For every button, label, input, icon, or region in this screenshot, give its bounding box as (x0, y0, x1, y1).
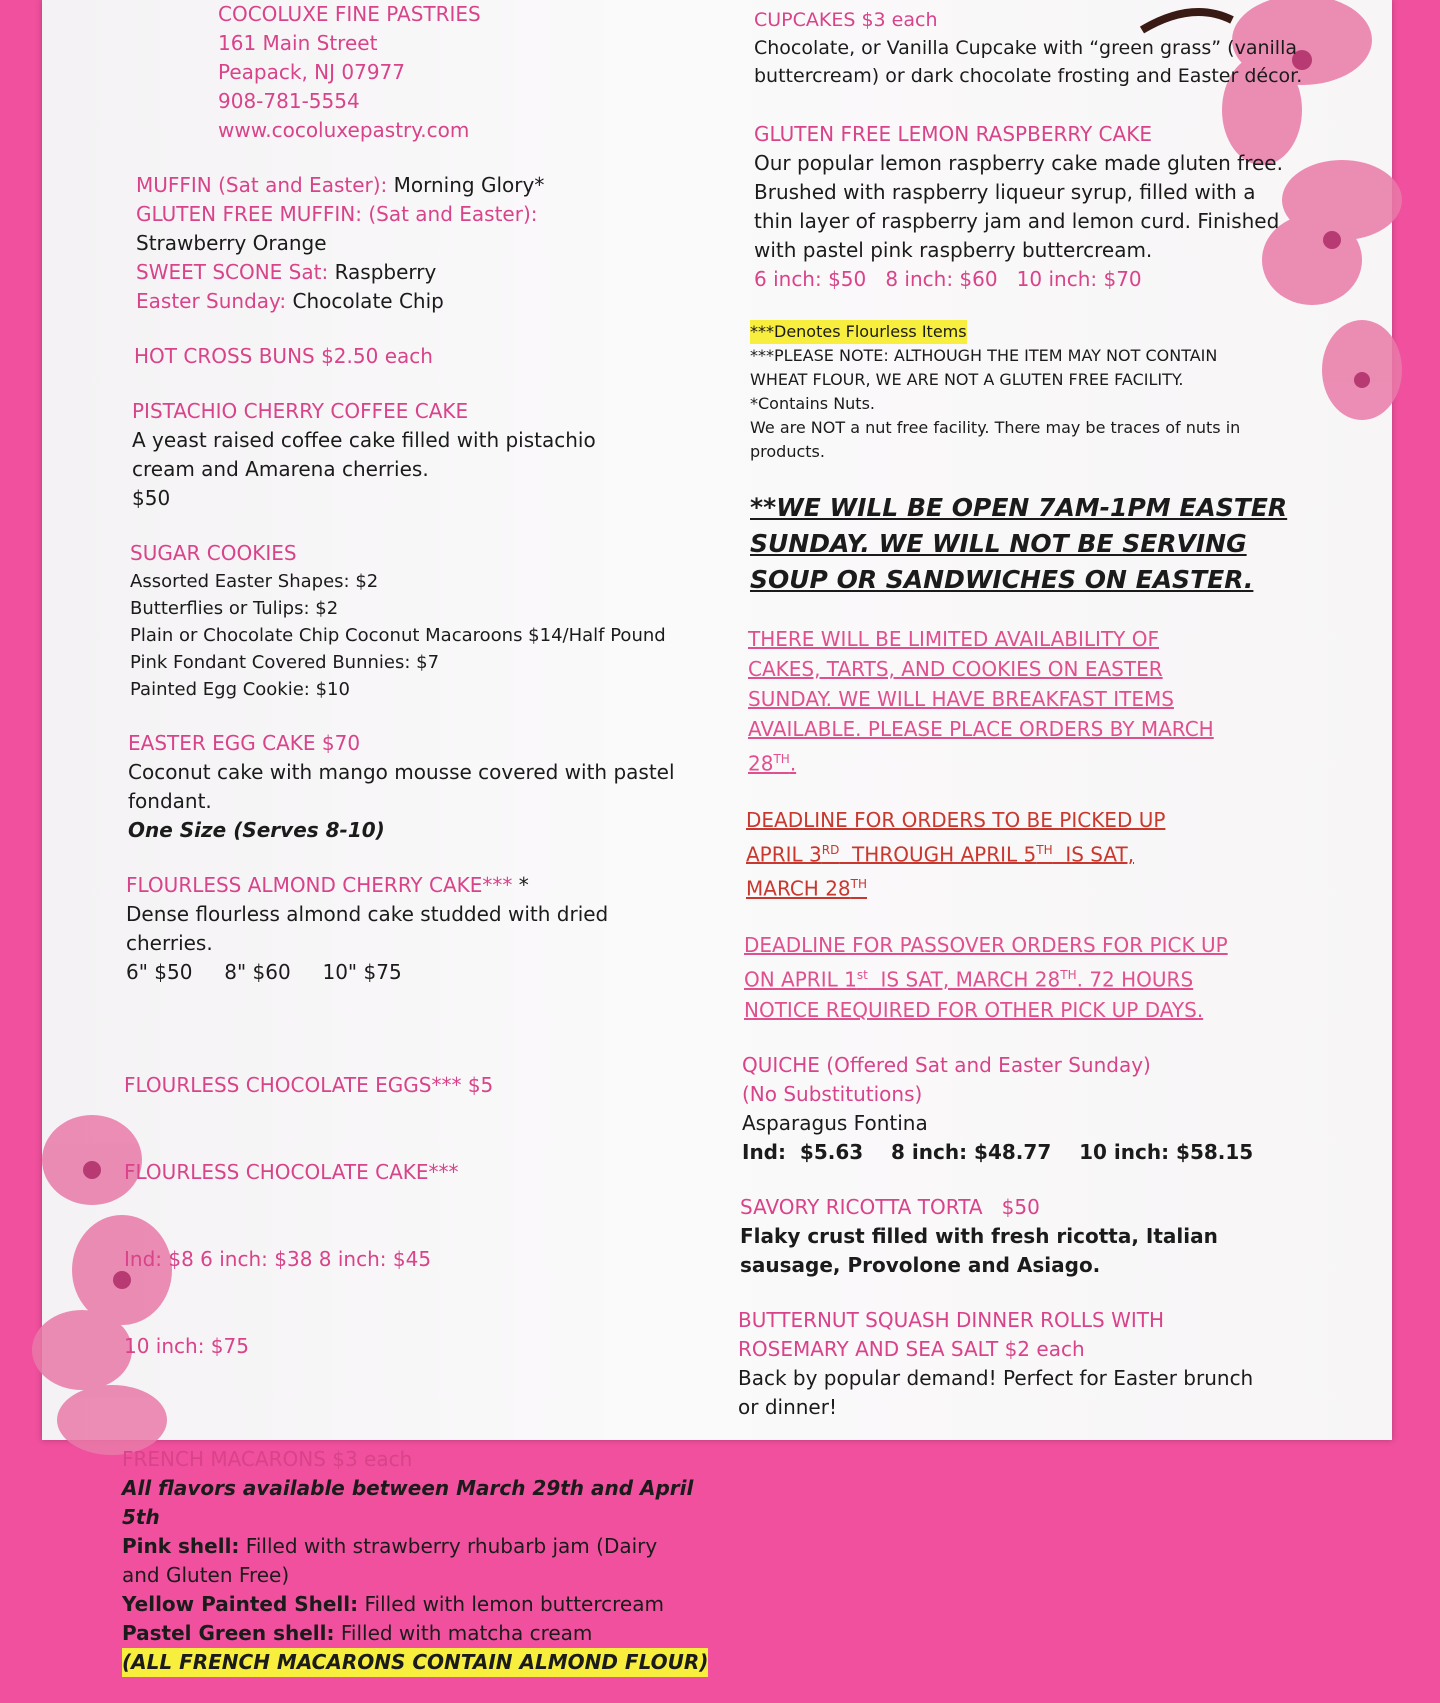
scone-value: Raspberry (334, 260, 437, 284)
gf-muffin-label: GLUTEN FREE MUFFIN: (Sat and Easter): (136, 202, 538, 226)
quiche-sub: (No Substitutions) (742, 1081, 923, 1106)
ordinal: TH (1036, 842, 1053, 857)
notice-line: THERE WILL BE LIMITED AVAILABILITY OF (748, 627, 1159, 651)
ordinal: RD (821, 842, 840, 857)
almond-desc: Dense flourless almond cake studded with dried (126, 902, 609, 926)
scone-label: SWEET SCONE Sat: (136, 260, 329, 284)
deadline-notice (746, 805, 1354, 904)
pistachio-title: PISTACHIO CHERRY COFFEE CAKE (132, 399, 469, 423)
menu-sheet (42, 0, 1392, 1674)
chocolate-section (124, 1013, 680, 1419)
date: ON APRIL 1 (744, 967, 857, 992)
date: . 72 HOURS (1076, 967, 1194, 992)
notice-line: DEADLINE FOR PASSOVER ORDERS FOR PICK UP (744, 932, 1228, 957)
quiche-section (742, 1051, 1354, 1167)
macarons-avail: All flavors available between March 29th and April (122, 1476, 694, 1500)
pink-shell-text: Filled with strawberry rhubarb jam (Dairy (239, 1534, 658, 1558)
ordinal: TH (773, 752, 790, 766)
gf-lemon-desc: Our popular lemon raspberry cake made gluten free. (754, 151, 1283, 175)
pistachio-desc2: cream and Amarena cherries. (132, 457, 429, 481)
nut-star: * (512, 873, 529, 897)
muffin-section (136, 171, 680, 316)
macarons-title: FRENCH MACARONS $3 each (122, 1447, 413, 1471)
choc-prices: Ind: $8 6 inch: $38 8 inch: $45 (124, 1247, 432, 1271)
green-shell-text: Filled with matcha cream (334, 1621, 593, 1645)
gf-lemon-desc2: Brushed with raspberry liqueur syrup, filled with a (754, 180, 1256, 204)
pistachio-price: $50 (132, 486, 171, 510)
notice-date: 28 (748, 751, 774, 776)
ordinal: TH (850, 877, 868, 892)
sugar-item: Pink Fondant Covered Bunnies: $7 (130, 652, 440, 673)
cupcakes-desc2: buttercream) or dark chocolate frosting and Easter décor. (754, 65, 1303, 87)
torta-desc2: sausage, Provolone and Asiago. (740, 1252, 1101, 1277)
muffin-label: MUFFIN (Sat and Easter): (136, 173, 388, 197)
pink-shell-label: Pink shell: (122, 1534, 240, 1558)
quiche-flavor: Asparagus Fontina (742, 1110, 928, 1135)
notes-section (750, 320, 1354, 464)
notice-line: SOUP OR SANDWICHES ON EASTER. (750, 565, 1254, 594)
pistachio-section (132, 397, 680, 513)
rolls-desc: Back by popular demand! Perfect for Easter brunch (738, 1365, 1254, 1390)
egg-cake-title: EASTER EGG CAKE $70 (128, 731, 361, 755)
notice-line: NOTICE REQUIRED FOR OTHER PICK UP DAYS. (744, 997, 1204, 1022)
open-hours-notice (750, 490, 1354, 598)
gf-lemon-section (754, 120, 1354, 294)
left-column (120, 0, 709, 1703)
ordinal: TH (1060, 967, 1077, 982)
notice-line: SUNDAY. WE WILL NOT BE SERVING (750, 529, 1247, 558)
phone: 908-781-5554 (218, 89, 360, 113)
egg-cake-desc2: fondant. (128, 789, 212, 813)
passover-notice (744, 930, 1354, 1025)
gf-muffin-value: Strawberry Orange (136, 231, 327, 255)
note-line: WHEAT FLOUR, WE ARE NOT A GLUTEN FREE FACILITY. (750, 370, 1184, 389)
pistachio-desc: A yeast raised coffee cake filled with pistachio (132, 428, 596, 452)
notice-line: **WE WILL BE OPEN 7AM-1PM EASTER (750, 493, 1288, 522)
date: IS SAT, MARCH 28 (867, 967, 1061, 992)
choc-cake: FLOURLESS CHOCOLATE CAKE*** (124, 1160, 459, 1184)
date: THROUGH APRIL 5 (839, 842, 1037, 867)
green-shell-label: Pastel Green shell: (122, 1621, 335, 1645)
notice-line: SUNDAY. WE WILL HAVE BREAKFAST ITEMS (748, 687, 1174, 711)
gf-lemon-prices: 6 inch: $50 8 inch: $60 10 inch: $70 (754, 267, 1142, 291)
rolls-section (738, 1306, 1354, 1422)
right-column (738, 6, 1354, 1448)
muffin-value: Morning Glory* (393, 173, 545, 197)
cupcakes-price: $3 each (861, 9, 938, 31)
note-line: ***PLEASE NOTE: ALTHOUGH THE ITEM MAY NOT CONTAIN (750, 346, 1218, 365)
date: APRIL 3 (746, 842, 822, 867)
street: 161 Main Street (218, 31, 378, 55)
almond-desc2: cherries. (126, 931, 213, 955)
sugar-item: Plain or Chocolate Chip Coconut Macaroons $14/Half Pound (130, 625, 666, 646)
note-line: *Contains Nuts. (750, 394, 875, 413)
almond-flour-note: (ALL FRENCH MACARONS CONTAIN ALMOND FLOUR) (122, 1648, 708, 1677)
notice-line: DEADLINE FOR ORDERS TO BE PICKED UP (746, 807, 1166, 832)
almond-prices: 6" $50 8" $60 10" $75 (126, 960, 402, 984)
pink-shell-text2: and Gluten Free) (122, 1563, 290, 1587)
egg-cake-size: One Size (Serves 8-10) (128, 818, 385, 842)
ordinal: st (856, 967, 868, 982)
easter-label: Easter Sunday: (136, 289, 287, 313)
almond-section (126, 871, 680, 987)
egg-cake-section (128, 729, 680, 845)
notice-line: AVAILABLE. PLEASE PLACE ORDERS BY MARCH (748, 717, 1214, 741)
easter-value: Chocolate Chip (292, 289, 444, 313)
macarons-section (122, 1445, 709, 1677)
cupcakes-section (754, 6, 1354, 90)
bakery-address (218, 0, 680, 145)
yellow-shell-label: Yellow Painted Shell: (122, 1592, 359, 1616)
gf-lemon-desc3: thin layer of raspberry jam and lemon curd. Finished (754, 209, 1280, 233)
hot-cross-section (134, 342, 680, 371)
rolls-title: BUTTERNUT SQUASH DINNER ROLLS WITH (738, 1307, 1165, 1332)
note-line: We are NOT a nut free facility. There may be traces of nuts in (750, 418, 1241, 437)
website: www.cocoluxepastry.com (218, 118, 470, 142)
date: IS SAT, (1052, 842, 1135, 867)
rolls-title2: ROSEMARY AND SEA SALT $2 each (738, 1336, 1085, 1361)
sugar-title: SUGAR COOKIES (130, 541, 297, 565)
macarons-avail2: 5th (122, 1505, 160, 1529)
sugar-item: Painted Egg Cookie: $10 (130, 679, 350, 700)
sugar-item: Assorted Easter Shapes: $2 (130, 571, 379, 592)
quiche-prices: Ind: $5.63 8 inch: $48.77 10 inch: $58.15 (742, 1139, 1254, 1164)
sugar-cookies-section (130, 539, 680, 703)
bakery-name: COCOLUXE FINE PASTRIES (218, 2, 481, 26)
torta-title: SAVORY RICOTTA TORTA $50 (740, 1194, 1040, 1219)
flourless-note: ***Denotes Flourless Items (750, 320, 967, 344)
date: MARCH 28 (746, 876, 851, 901)
cupcakes-title: CUPCAKES (754, 9, 856, 31)
cupcakes-desc: Chocolate, or Vanilla Cupcake with “green grass” (vanilla (754, 37, 1297, 59)
almond-title: FLOURLESS ALMOND CHERRY CAKE*** (126, 873, 513, 897)
rolls-desc2: or dinner! (738, 1394, 837, 1419)
quiche-title: QUICHE (Offered Sat and Easter Sunday) (742, 1052, 1151, 1077)
choc-prices2: 10 inch: $75 (124, 1334, 249, 1358)
city: Peapack, NJ 07977 (218, 60, 405, 84)
gf-lemon-desc4: with pastel pink raspberry buttercream. (754, 238, 1153, 262)
notice-line: CAKES, TARTS, AND COOKIES ON EASTER (748, 657, 1163, 681)
note-line: products. (750, 442, 825, 461)
gf-lemon-title: GLUTEN FREE LEMON RASPBERRY CAKE (754, 122, 1152, 146)
sugar-item: Butterflies or Tulips: $2 (130, 598, 339, 619)
hot-cross-title: HOT CROSS BUNS $2.50 each (134, 344, 433, 368)
torta-desc: Flaky crust filled with fresh ricotta, Italian (740, 1223, 1218, 1248)
notice-end: . (789, 751, 797, 776)
yellow-shell-text: Filled with lemon buttercream (358, 1592, 664, 1616)
egg-cake-desc: Coconut cake with mango mousse covered with pastel (128, 760, 675, 784)
limited-availability-notice (748, 624, 1354, 779)
choc-eggs: FLOURLESS CHOCOLATE EGGS*** $5 (124, 1073, 494, 1097)
torta-section (740, 1193, 1354, 1280)
